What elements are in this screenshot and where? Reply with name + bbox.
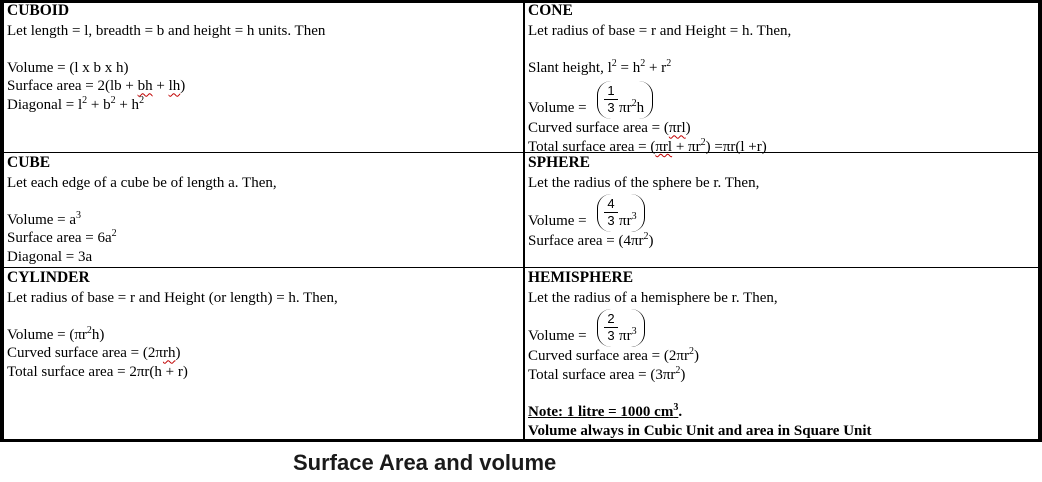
note-units: Volume always in Cubic Unit and area in Square Unit <box>528 422 872 439</box>
column-divider <box>523 3 525 439</box>
sphere-surface-area: Surface area = $(4\pi r^2)$ <box>528 231 654 250</box>
cylinder-cell <box>7 270 338 382</box>
cone-cell <box>528 3 791 157</box>
fraction: $\frac{2}{3}$ <box>604 311 618 343</box>
row-divider-1 <box>4 152 1038 153</box>
hemisphere-total-surface: Total surface area = $(3\pi r^2)$ <box>528 364 686 383</box>
cuboid-volume: Volume = (l x b x h) <box>7 59 129 76</box>
cylinder-intro: Let radius of base = r and Height (or length) = h. Then, <box>7 289 338 306</box>
cylinder-title: CYLINDER <box>7 269 90 286</box>
cuboid-cell <box>7 3 325 115</box>
cone-curved-surface: Curved surface area = (πrl) <box>528 120 691 137</box>
fraction: $\frac{1}{3}$ <box>604 83 618 115</box>
cone-intro: Let radius of base = r and Height = h. Then, <box>528 22 792 39</box>
hemisphere-title: HEMISPHERE <box>528 269 634 286</box>
sphere-cell <box>528 155 759 251</box>
cuboid-title: CUBOID <box>7 2 70 19</box>
row-divider-2 <box>4 267 1038 268</box>
cuboid-intro: Let length = l, breadth = b and height = h units. Then <box>7 22 326 39</box>
cylinder-curved-surface: Curved surface area = (2πrh) <box>7 345 181 362</box>
cuboid-diagonal: Diagonal = $l^2 + b^2 + h^2$ <box>7 94 145 113</box>
cube-volume: Volume = $a^3$ <box>7 209 82 228</box>
cube-diagonal: Diagonal = 3a <box>7 248 93 265</box>
cuboid-surface-area: Surface area = 2(lb + bh + lh) <box>7 78 186 95</box>
fraction: $\frac{4}{3}$ <box>604 196 618 228</box>
cylinder-volume: Volume = $(\pi r^2h)$ <box>7 324 105 343</box>
page-caption: Surface Area and volume <box>293 450 557 475</box>
cone-total-surface: Total surface area = $(\pi rl + \pi r^2) =\pi r(l +r)$ <box>528 136 767 155</box>
cone-slant-height: Slant height, $l^2 = h^2 + r^2$ <box>528 57 672 76</box>
cube-cell <box>7 155 277 267</box>
hemisphere-intro: Let the radius of a hemisphere be r. Then, <box>528 289 778 306</box>
sphere-title: SPHERE <box>528 154 591 171</box>
sphere-intro: Let the radius of the sphere be r. Then, <box>528 174 760 191</box>
hemisphere-volume: Volume = $\frac{2}{3}$ $\pi r^3$ <box>528 307 872 347</box>
note-litre: Note: 1 litre = 1000 $cm^3$. <box>528 401 683 420</box>
cylinder-total-surface: Total surface area = 2πr(h + r) <box>7 363 188 380</box>
cone-title: CONE <box>528 2 573 19</box>
hemisphere-cell <box>528 270 872 440</box>
cone-volume: Volume = $\frac{1}{3}$ $\pi r^2h$ <box>528 77 791 119</box>
cube-surface-area: Surface area = $6a^2$ <box>7 228 117 247</box>
cube-intro: Let each edge of a cube be of length a. Then, <box>7 174 277 191</box>
hemisphere-curved-surface: Curved surface area = $(2\pi r^2)$ <box>528 346 699 365</box>
cube-title: CUBE <box>7 154 51 171</box>
sphere-volume: Volume = $\frac{4}{3}$ $\pi r^3$ <box>528 192 759 232</box>
